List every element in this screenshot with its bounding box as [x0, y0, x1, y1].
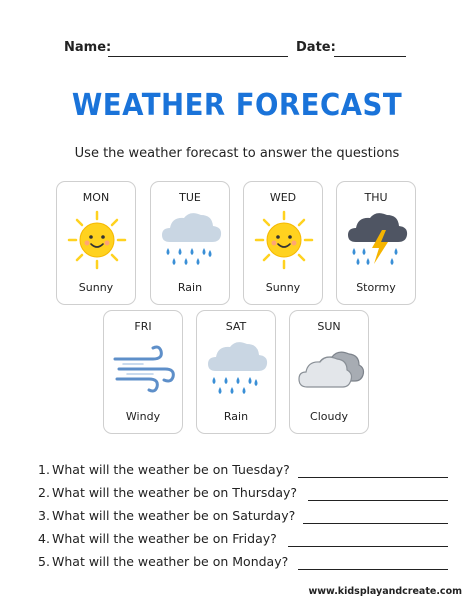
question-text: What will the weather be on Monday? [52, 554, 289, 569]
storm-cloud-icon [342, 208, 412, 272]
page-subtitle: Use the weather forecast to answer the questions [74, 146, 400, 161]
question-number: 3. [38, 508, 50, 523]
answer-line[interactable] [298, 477, 448, 478]
forecast-card-sun [289, 310, 369, 434]
answer-line[interactable] [298, 569, 448, 570]
question-text: What will the weather be on Friday? [52, 531, 277, 546]
page-title: WEATHER FORECAST [71, 88, 403, 123]
sun-icon [249, 208, 319, 272]
question-item [38, 462, 458, 485]
question-item [38, 485, 458, 508]
footer-url: www.kidsplayandcreate.com [308, 586, 462, 597]
answer-line[interactable] [303, 523, 448, 524]
day-label: TUE [179, 191, 201, 204]
day-label: MON [82, 191, 110, 204]
day-label: THU [364, 191, 388, 204]
rain-cloud-icon [202, 337, 272, 401]
condition-label: Stormy [356, 281, 396, 294]
day-label: SUN [317, 320, 341, 333]
question-number: 4. [38, 531, 50, 546]
condition-label: Rain [177, 281, 203, 294]
day-label: WED [269, 191, 297, 204]
forecast-card-wed [243, 181, 323, 305]
day-label: SAT [225, 320, 247, 333]
forecast-card-sat [196, 310, 276, 434]
answer-line[interactable] [288, 546, 448, 547]
question-text: What will the weather be on Thursday? [52, 485, 298, 500]
question-item [38, 508, 458, 531]
condition-label: Rain [223, 410, 249, 423]
question-item [38, 531, 458, 554]
forecast-card-tue [150, 181, 230, 305]
questions-list [38, 462, 458, 577]
question-number: 1. [38, 462, 50, 477]
cloud-icon [295, 337, 365, 401]
sun-icon [62, 208, 132, 272]
condition-label: Windy [125, 410, 161, 423]
forecast-card-fri [103, 310, 183, 434]
condition-label: Cloudy [310, 410, 348, 423]
name-field[interactable] [108, 56, 288, 57]
condition-label: Sunny [265, 281, 301, 294]
forecast-card-mon [56, 181, 136, 305]
date-field[interactable] [334, 56, 406, 57]
condition-label: Sunny [78, 281, 114, 294]
forecast-card-thu [336, 181, 416, 305]
question-text: What will the weather be on Saturday? [52, 508, 296, 523]
rain-cloud-icon [156, 208, 226, 272]
header [0, 40, 474, 60]
question-number: 2. [38, 485, 50, 500]
wind-icon [109, 337, 179, 401]
date-label: Date: [296, 40, 336, 55]
question-item [38, 554, 458, 577]
day-label: FRI [134, 320, 152, 333]
question-number: 5. [38, 554, 50, 569]
name-label: Name: [64, 40, 112, 55]
question-text: What will the weather be on Tuesday? [52, 462, 290, 477]
answer-line[interactable] [308, 500, 448, 501]
